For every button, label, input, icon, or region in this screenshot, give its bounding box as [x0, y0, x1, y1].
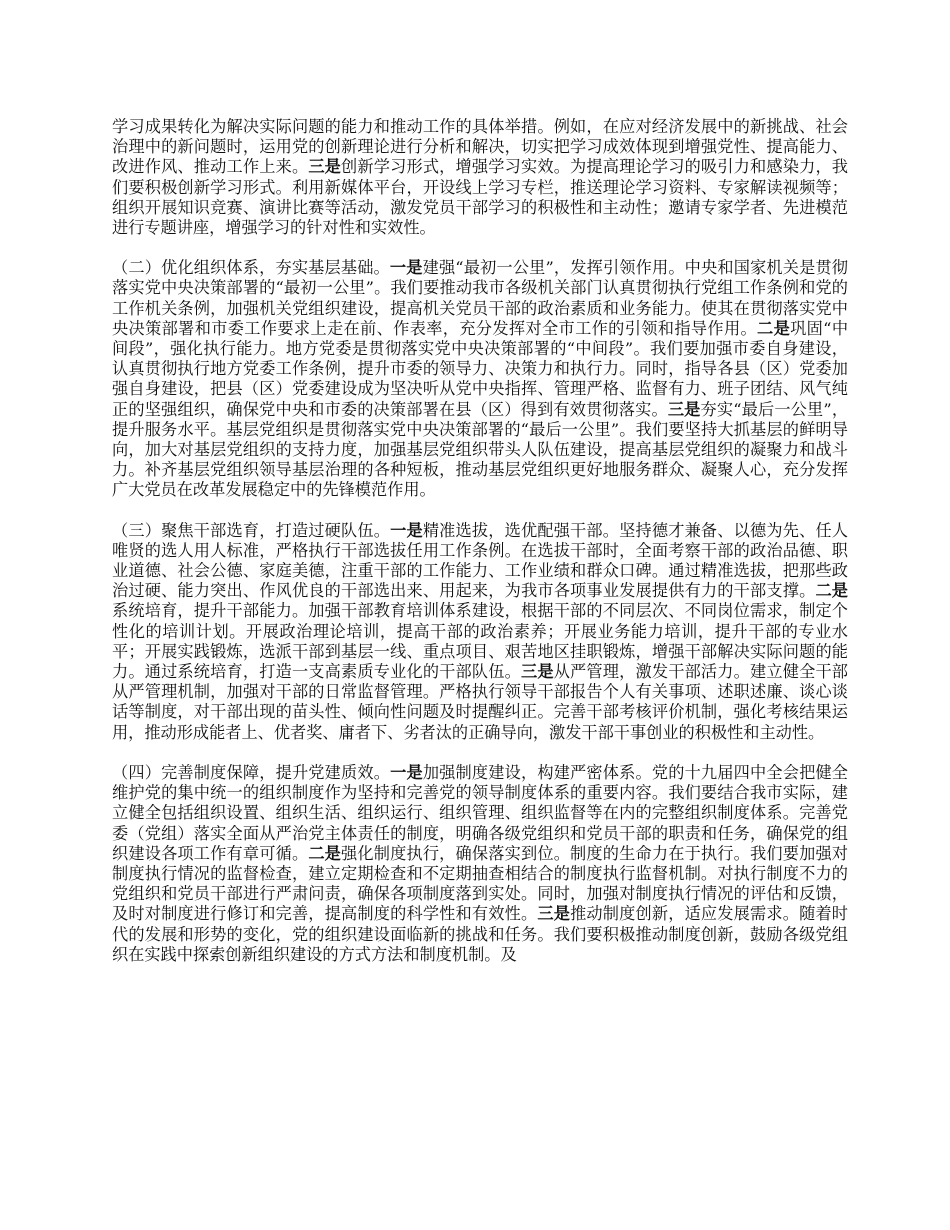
paragraph-2: [112, 258, 848, 500]
paragraph-3: [112, 521, 848, 743]
bold-marker: 二是: [757, 318, 791, 338]
section-heading: （三）聚焦干部选育，打造过硬队伍。: [112, 520, 391, 540]
paragraph-text: 学习成果转化为解决实际问题的能力和推动工作的具体举措。例如，在应对经济发展中的新挑战、社会治理中的新问题时，运用党的创新理论进行分析和解决，切实把学习成效体现到增强党性、提高能力、改进作风、推动工作上来。: [112, 117, 848, 177]
paragraph-text: 系统培育，提升干部能力。加强干部教育培训体系建设，根据干部的不同层次、不同岗位需求，制定个性化的培训计划。开展政治理论培训，提高干部的政治素养；开展业务能力培训，提升干部的专业水平；开展实践锻炼，选派干部到基层一线、重点项目、艰苦地区挂职锻炼，增强干部解决实际问题的能力。通过系统培育，打造一支高素质专业化的干部队伍。: [112, 601, 848, 682]
bold-marker: 一是: [390, 520, 423, 540]
paragraph-text: 从严管理，激发干部活力。建立健全干部从严管理机制，加强对干部的日常监督管理。严格执行领导干部报告个人有关事项、述职述廉、谈心谈话等制度，对干部出现的苗头性、倾向性问题及时提醒纠正。完善干部考核评价机制，强化考核结果运用，推动形成能者上、优者奖、庸者下、劣者汰的正确导向，激发干部干事创业的积极性和主动性。: [112, 662, 848, 742]
bold-marker: 三是: [520, 662, 554, 682]
paragraph-text: 推动制度创新，适应发展需求。随着时代的发展和形势的变化，党的组织建设面临新的挑战和任务。我们要积极推动制度创新，鼓励各级党组织在实践中探索创新组织建设的方式方法和制度机制。及: [112, 904, 848, 964]
bold-marker: 一是: [389, 258, 423, 278]
bold-marker: 三是: [537, 904, 571, 924]
bold-marker: 三是: [308, 157, 342, 177]
section-heading: （四）完善制度保障，提升党建质效。: [112, 762, 391, 782]
paragraph-text: 建强“最初一公里”，发挥引领作用。中央和国家机关是贯彻落实党中央决策部署的“最初一公里”。我们要推动我市各级机关部门认真贯彻执行党组工作条例和党的工作机关条例，加强机关党组织建设，提高机关党员干部的政治素质和业务能力。使其在贯彻落实党中央决策部署和市委工作要求上走在前、作表率，充分发挥对全市工作的引领和指导作用。: [112, 258, 848, 338]
document-body: [112, 117, 848, 985]
bold-marker: 二是: [815, 581, 848, 601]
paragraph-text: 创新学习形式，增强学习实效。为提高理论学习的吸引力和感染力，我们要积极创新学习形式。利用新媒体平台，开设线上学习专栏，推送理论学习资料、专家解读视频等；组织开展知识竞赛、演讲比赛等活动，激发党员干部学习的积极性和主动性；邀请专家学者、先进模范进行专题讲座，增强学习的针对性和实效性。: [112, 157, 848, 238]
bold-marker: 三是: [667, 399, 701, 419]
bold-marker: 二是: [308, 843, 342, 863]
paragraph-text: 精准选拔，选优配强干部。坚持德才兼备、以德为先、任人唯贤的选人用人标准，严格执行干部选拔任用工作条例。在选拔干部时，全面考察干部的政治品德、职业道德、社会公德、家庭美德，注重干部的工作能力、工作业绩和群众口碑。通过精准选拔，把那些政治过硬、能力突出、作风优良的干部选出来、用起来，为我市各项事业发展提供有力的干部支撑。: [112, 520, 848, 601]
paragraph-4: [112, 763, 848, 965]
section-heading: （二）优化组织体系，夯实基层基础。: [112, 258, 390, 278]
bold-marker: 一是: [390, 762, 423, 782]
paragraph-text: 强化制度执行，确保落实到位。制度的生命力在于执行。我们要加强对制度执行情况的监督检查，建立定期检查和不定期抽查相结合的制度执行监督机制。对执行制度不力的党组织和党员干部进行严肃问责，确保各项制度落到实处。同时，加强对制度执行情况的评估和反馈，及时对制度进行修订和完善，提高制度的科学性和有效性。: [112, 843, 848, 924]
paragraph-text: 巩固“中间段”，强化执行能力。地方党委是贯彻落实党中央决策部署的“中间段”。我们要加强市委自身建设，认真贯彻执行地方党委工作条例，提升市委的领导力、决策力和执行力。同时，指导各县（区）党委加强自身建设，把县（区）党委建设成为坚决听从党中央指挥、管理严格、监督有力、班子团结、风气纯正的坚强组织，确保党中央和市委的决策部署在县（区）得到有效贯彻落实。: [112, 318, 849, 419]
paragraph-text: 加强制度建设，构建严密体系。党的十九届四中全会把健全维护党的集中统一的组织制度作为坚持和完善党的领导制度体系的重要内容。我们要结合我市实际，建立健全包括组织设置、组织生活、组织运行、组织管理、组织监督等在内的完整组织制度体系。完善党委（党组）落实全面从严治党主体责任的制度，明确各级党组织和党员干部的职责和任务，确保党的组织建设各项工作有章可循。: [112, 762, 848, 863]
paragraph-1: [112, 117, 848, 238]
paragraph-text: 夯实“最后一公里”，提升服务水平。基层党组织是贯彻落实党中央决策部署的“最后一公里”。我们要坚持大抓基层的鲜明导向，加大对基层党组织的支持力度，加强基层党组织带头人队伍建设，提高基层党组织的凝聚力和战斗力。补齐基层党组织领导基层治理的各种短板，推动基层党组织更好地服务群众、凝聚人心，充分发挥广大党员在改革发展稳定中的先锋模范作用。: [112, 399, 849, 500]
